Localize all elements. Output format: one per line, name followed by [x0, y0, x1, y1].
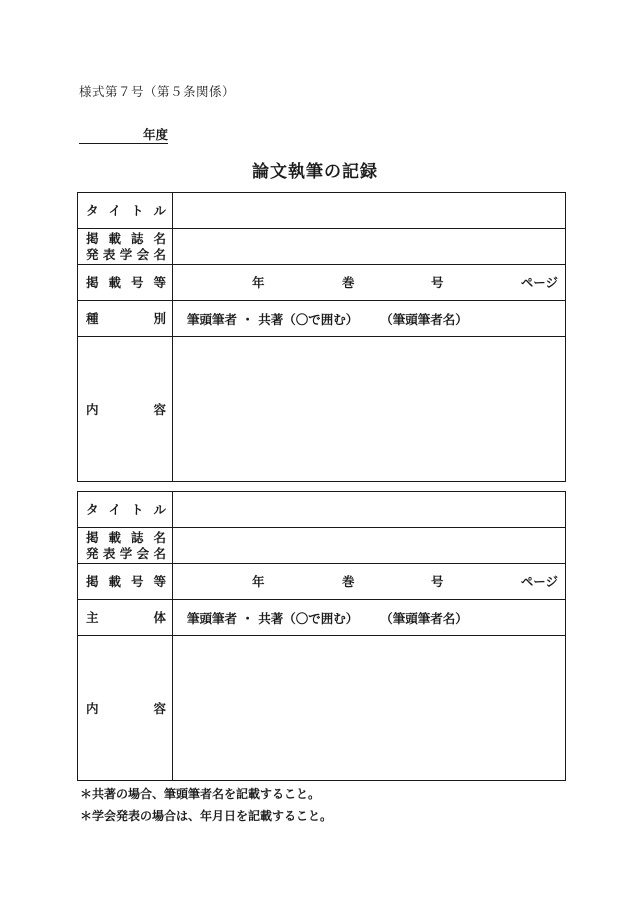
issue-volume-unit: 巻 — [342, 274, 355, 290]
issue-year-unit: 年 — [252, 573, 265, 589]
content-row — [78, 337, 565, 482]
content-label: 内 容 — [78, 337, 173, 482]
fiscal-year-field[interactable] — [79, 127, 168, 144]
issue-page-unit: ページ — [520, 274, 558, 290]
journal-field[interactable] — [173, 528, 565, 563]
note-conference: ＊学会発表の場合は、年月日を記載すること。 — [80, 809, 333, 823]
issue-field[interactable] — [173, 265, 565, 300]
issue-number-unit: 号 — [431, 274, 444, 290]
type-label: 種 別 — [78, 301, 173, 336]
content-field[interactable] — [173, 337, 565, 482]
page-title: 論文執筆の記録 — [252, 162, 378, 182]
year-suffix: 年度 — [142, 127, 168, 142]
journal-field[interactable] — [173, 229, 565, 264]
journal-label — [78, 229, 173, 264]
authorship-options: 筆頭筆者 ・ 共著（〇で囲む） — [187, 610, 359, 626]
issue-label: 掲 載 号 等 — [78, 265, 173, 300]
issue-year-unit: 年 — [252, 274, 265, 290]
journal-label-line1: 掲 載 誌 名 — [86, 529, 166, 545]
issue-row — [78, 265, 565, 301]
issue-volume-unit: 巻 — [342, 573, 355, 589]
record-table-1 — [77, 192, 566, 482]
title-row — [78, 193, 565, 229]
authorship-field[interactable] — [173, 600, 565, 635]
title-label: タ イ ト ル — [78, 492, 173, 527]
title-field[interactable] — [173, 193, 565, 228]
journal-label-line2: 発表学会名 — [86, 246, 166, 262]
issue-label: 掲 載 号 等 — [78, 564, 173, 599]
title-row — [78, 492, 565, 528]
subject-label: 主 体 — [78, 600, 173, 635]
first-author-label: （筆頭筆者名） — [380, 311, 468, 327]
first-author-label: （筆頭筆者名） — [380, 610, 468, 626]
authorship-field[interactable] — [173, 301, 565, 336]
type-row — [78, 301, 565, 337]
content-row — [78, 636, 565, 781]
authorship-options: 筆頭筆者 ・ 共著（〇で囲む） — [187, 311, 359, 327]
subject-row — [78, 600, 565, 636]
note-coauthor: ＊共著の場合、筆頭筆者名を記載すること。 — [80, 787, 321, 801]
content-label: 内 容 — [78, 636, 173, 781]
issue-number-unit: 号 — [431, 573, 444, 589]
form-number: 様式第７号（第５条関係） — [79, 84, 236, 99]
journal-label — [78, 528, 173, 563]
journal-label-line2: 発表学会名 — [86, 545, 166, 561]
content-field[interactable] — [173, 636, 565, 781]
record-table-2 — [77, 491, 566, 781]
title-label: タ イ ト ル — [78, 193, 173, 228]
issue-row — [78, 564, 565, 600]
journal-row — [78, 528, 565, 564]
title-field[interactable] — [173, 492, 565, 527]
issue-page-unit: ページ — [520, 573, 558, 589]
journal-label-line1: 掲 載 誌 名 — [86, 230, 166, 246]
journal-row — [78, 229, 565, 265]
issue-field[interactable] — [173, 564, 565, 599]
